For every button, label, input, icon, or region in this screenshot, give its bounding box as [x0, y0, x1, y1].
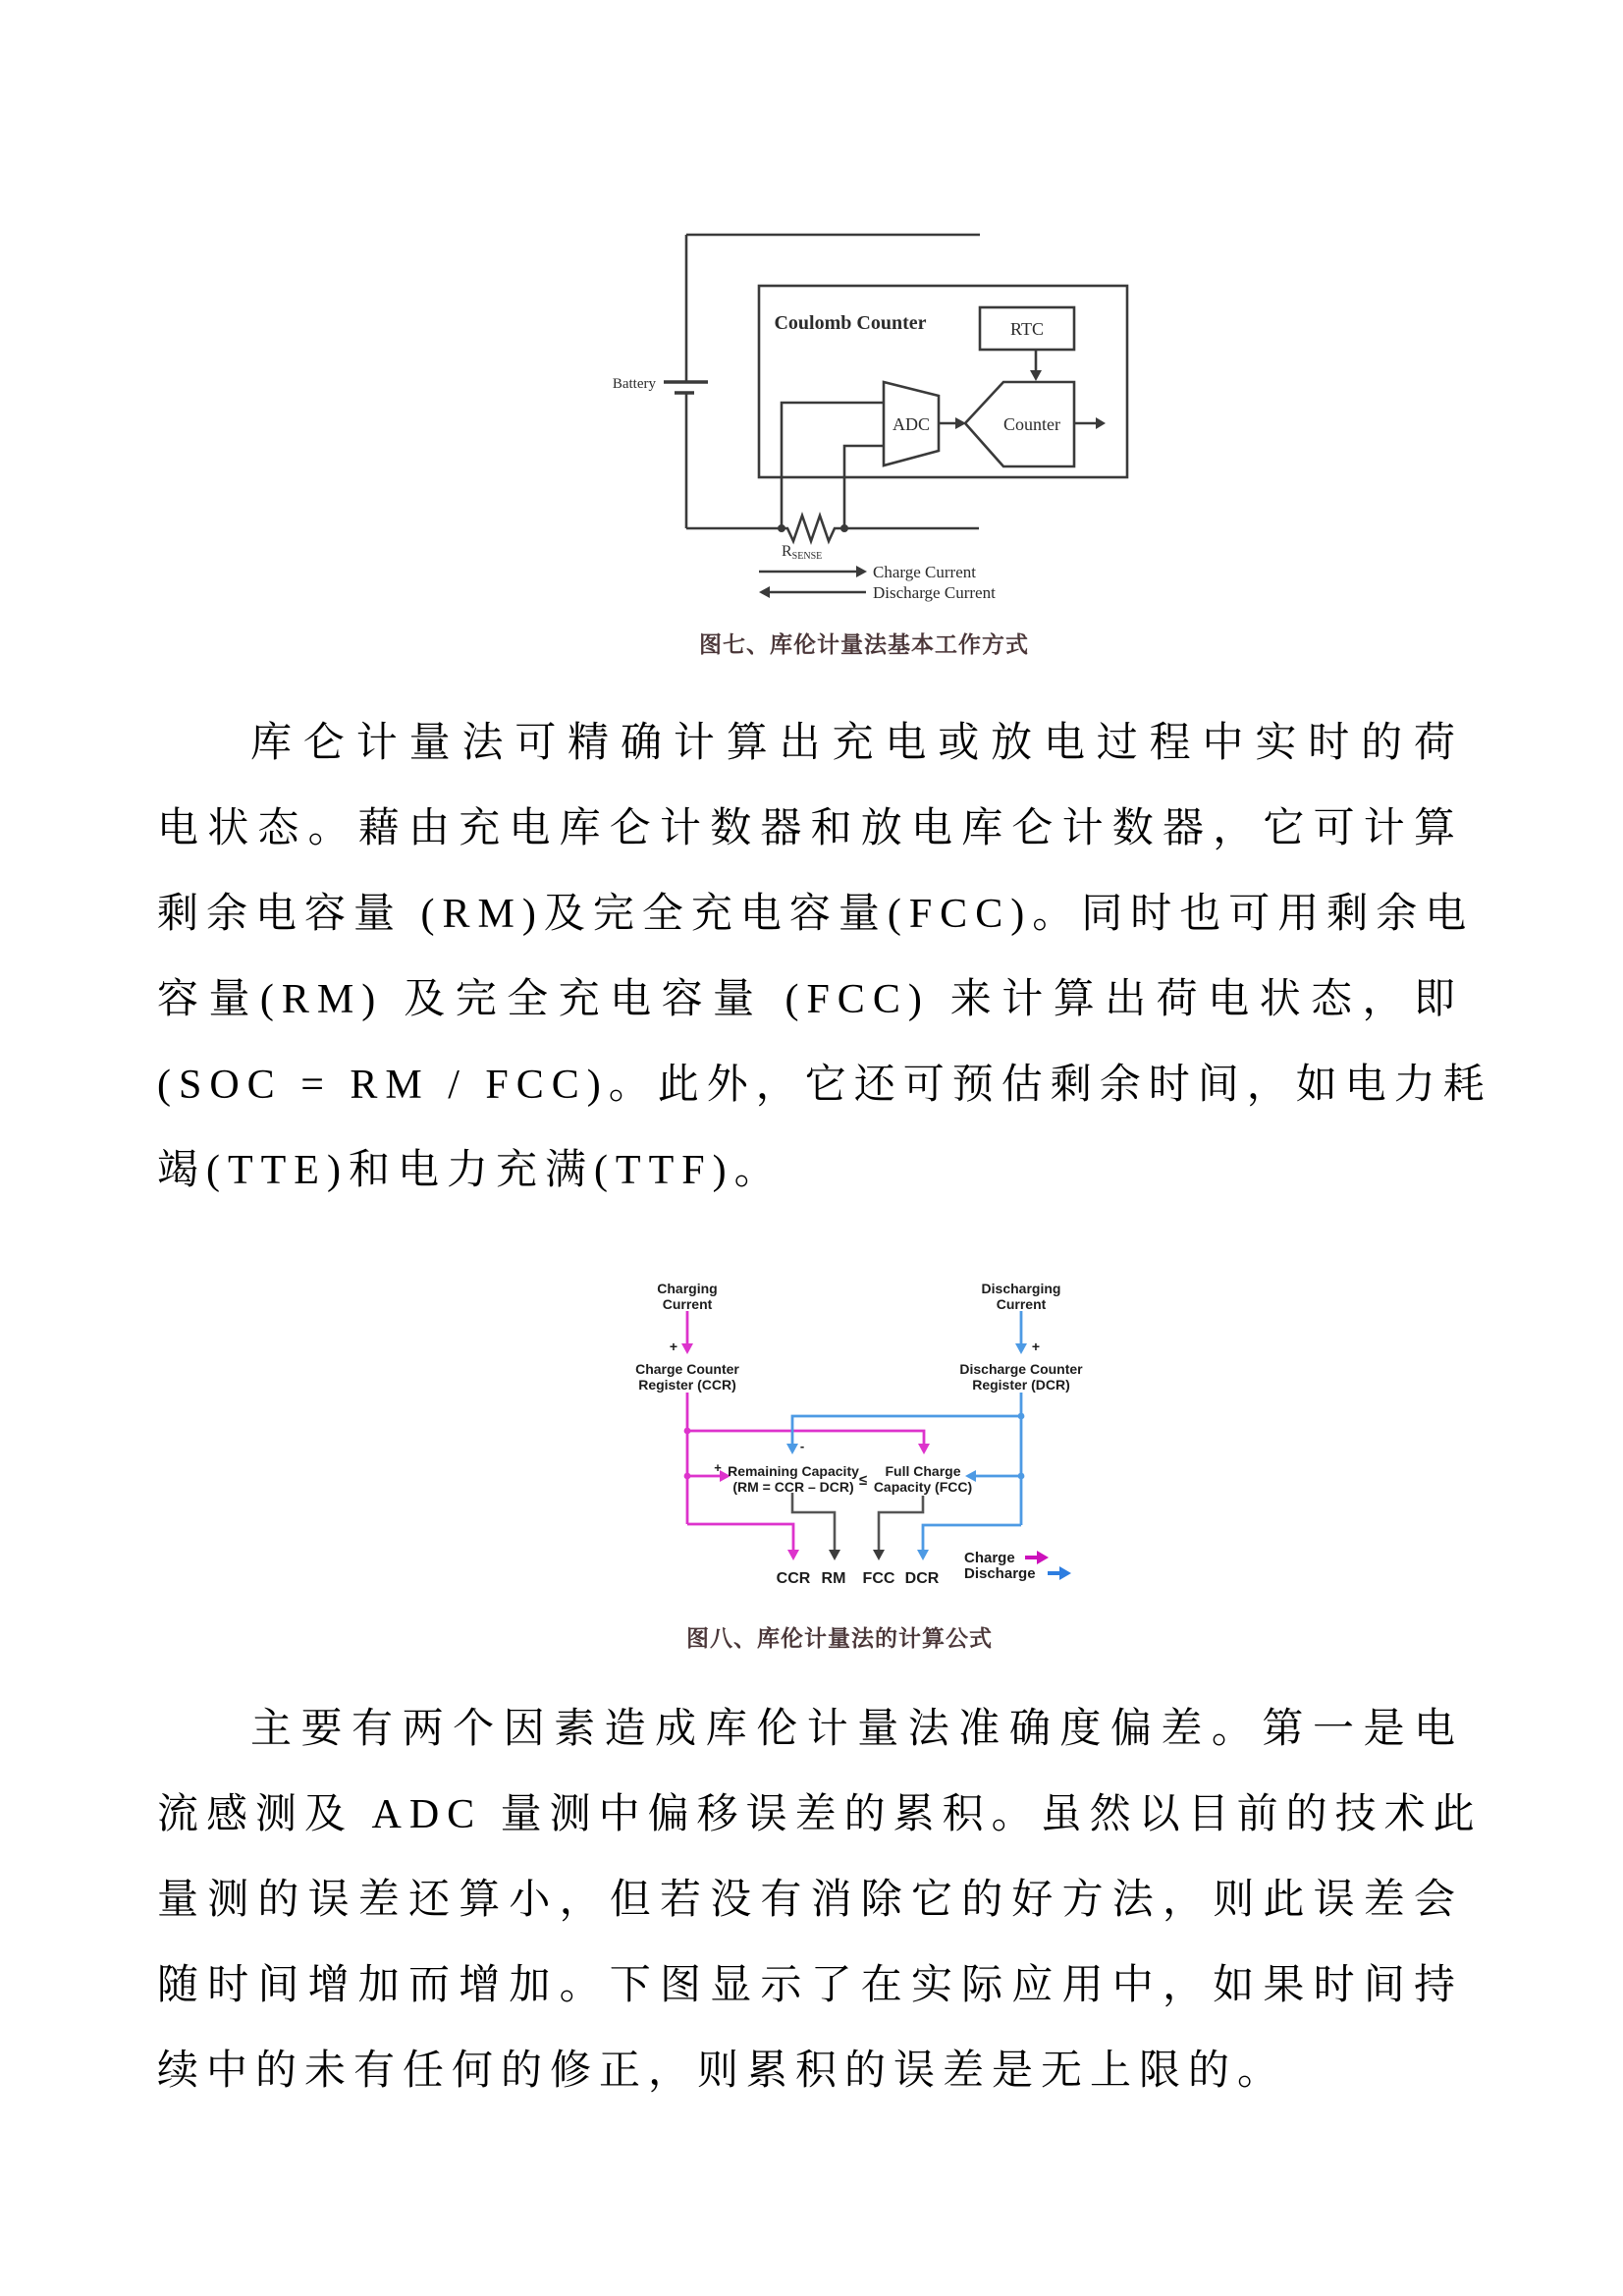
paragraph-2-line: 量测的误差还算小，但若没有消除它的好方法，则此误差会 [157, 1878, 1463, 1923]
paragraph-1-line: 容量(RM) 及完全充电容量 (FCC) 来计算出荷电状态，即 [157, 977, 1463, 1022]
figure8-caption: 图八、库伦计量法的计算公式 [686, 1625, 993, 1651]
fcc-add-arrowhead-icon [918, 1444, 930, 1454]
full-charge-capacity-label: Capacity (FCC) [873, 1479, 973, 1495]
junction-dot-left [778, 524, 785, 532]
ccr-to-fcc-branch [687, 1431, 924, 1447]
sense-wire-right [844, 446, 884, 528]
result-arrowheads [829, 1550, 885, 1560]
adc-label: ADC [892, 414, 931, 434]
figure8-flow-diagram [422, 1272, 1109, 1596]
junction-dot [1018, 1413, 1025, 1420]
counter-arrowhead-icon [1096, 417, 1106, 429]
paragraph-2 [157, 1687, 1483, 2114]
charging-current-label: Current [662, 1296, 713, 1312]
adc-arrowhead-icon [955, 417, 966, 429]
fcc-result-arrowhead-icon [873, 1550, 885, 1560]
bottom-label-dcr: DCR [904, 1570, 940, 1587]
junction-dot [684, 1473, 691, 1480]
legend-charge-label: Charge [964, 1550, 1015, 1566]
dcr-bottom-path [923, 1525, 1021, 1553]
battery-label: Battery [612, 376, 656, 392]
legend-discharge-label: Discharge [964, 1565, 1036, 1582]
dcr-register-label: Register (DCR) [972, 1377, 1070, 1393]
paragraph-1 [157, 701, 1492, 1214]
paragraph-2-line: 流感测及 ADC 量测中偏移误差的累积。虽然以目前的技术此 [157, 1792, 1483, 1837]
remaining-capacity-label: Remaining Capacity [728, 1463, 859, 1479]
figure7-circuit-diagram [584, 221, 1163, 619]
junction-dot-right [840, 524, 848, 532]
fcc-result-path [879, 1496, 923, 1553]
full-charge-capacity-label: Full Charge [885, 1463, 961, 1479]
rsense-label: RSENSE [782, 543, 823, 562]
rm-subtract-arrowhead-icon [786, 1444, 798, 1454]
paragraph-1-line: (SOC = RM / FCC)。此外，它还可预估剩余时间，如电力耗 [157, 1063, 1492, 1108]
bottom-label-ccr: CCR [776, 1570, 811, 1587]
charging-arrowhead-icon [681, 1343, 693, 1354]
bottom-label-fcc: FCC [862, 1570, 895, 1587]
rtc-arrowhead-icon [1030, 370, 1042, 381]
ccr-bottom-path [687, 1524, 793, 1553]
charge-current-label: Charge Current [873, 563, 976, 581]
legend-charge-arrowhead-icon [1037, 1551, 1049, 1564]
discharge-current-label: Discharge Current [873, 583, 996, 602]
charge-paths [687, 1311, 924, 1553]
leq-symbol: ≤ [858, 1472, 868, 1489]
bottom-label-rm: RM [821, 1570, 846, 1587]
plus-sign-charge: + [669, 1339, 678, 1354]
ccr-register-label: Register (CCR) [638, 1377, 736, 1393]
discharging-current-label: Discharging [981, 1281, 1061, 1296]
dcr-register-label: Discharge Counter [959, 1361, 1083, 1377]
charging-current-label: Charging [657, 1281, 718, 1296]
ccr-bottom-arrowhead-icon [787, 1550, 799, 1560]
paragraph-1-line: 电状态。藉由充电库仑计数器和放电库仑计数器，它可计算 [157, 806, 1463, 851]
rsense-resistor [782, 516, 844, 541]
plus-sign-rm: + [714, 1460, 722, 1475]
sense-wire-left [782, 403, 884, 528]
dcr-bottom-arrowhead-icon [917, 1550, 929, 1560]
legend-discharge-arrowhead-icon [1059, 1566, 1071, 1580]
result-paths [792, 1493, 923, 1553]
rm-result-arrowhead-icon [829, 1550, 840, 1560]
paragraph-1-line: 竭(TTE)和电力充满(TTF)。 [157, 1148, 784, 1193]
charge-arrowhead-icon [856, 566, 867, 577]
counter-label: Counter [1003, 414, 1060, 434]
remaining-capacity-label: (RM = CCR – DCR) [732, 1479, 854, 1495]
discharge-arrowhead-icon [759, 586, 770, 598]
junction-dot [1018, 1473, 1025, 1480]
ccr-register-label: Charge Counter [635, 1361, 739, 1377]
discharging-current-label: Current [996, 1296, 1047, 1312]
paragraph-2-line: 主要有两个因素造成库伦计量法准确度偏差。第一是电 [250, 1707, 1463, 1752]
paragraph-2-line: 续中的未有任何的修正，则累积的误差是无上限的。 [157, 2049, 1287, 2094]
junction-dot [684, 1428, 691, 1435]
rtc-label: RTC [1010, 319, 1044, 339]
minus-sign-rm: - [799, 1439, 805, 1453]
rm-result-path [792, 1493, 835, 1553]
discharging-arrowhead-icon [1015, 1343, 1027, 1354]
coulomb-counter-label: Coulomb Counter [774, 312, 927, 334]
paragraph-1-line: 库仑计量法可精确计算出充电或放电过程中实时的荷 [250, 721, 1463, 766]
paragraph-2-line: 随时间增加而增加。下图显示了在实际应用中，如果时间持 [157, 1963, 1463, 2008]
figure7-caption: 图七、库伦计量法基本工作方式 [699, 631, 1029, 657]
paragraph-1-line: 剩余电容量 (RM)及完全充电容量(FCC)。同时也可用剩余电 [157, 892, 1475, 937]
circuit-wires [664, 235, 1127, 592]
plus-sign-discharge: + [1031, 1339, 1041, 1354]
